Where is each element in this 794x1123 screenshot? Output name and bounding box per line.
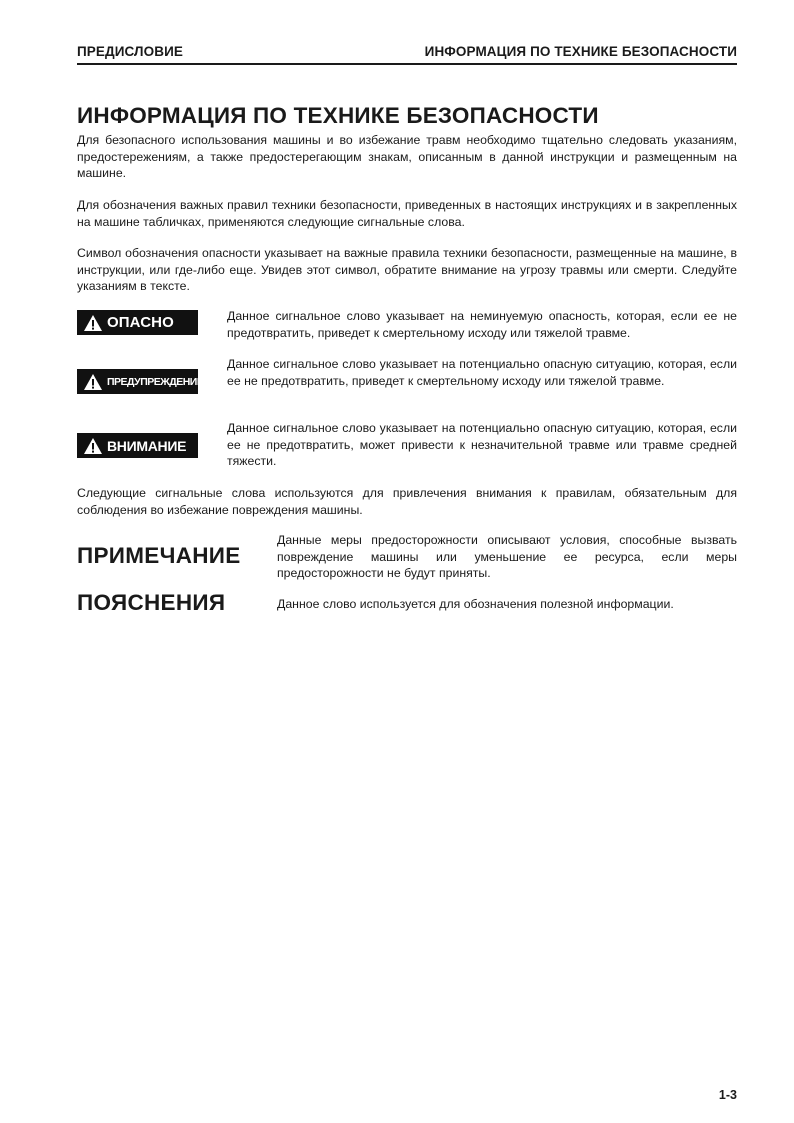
page-number: 1-3: [718, 1088, 737, 1102]
signal-words-paragraph: Для обозначения важных правил техники безопасности, приведенных в настоящих инструкциях и в закрепленных на машине табличках, применяются следующие сигнальные слова.: [77, 198, 737, 229]
warning-triangle-icon: [83, 437, 103, 455]
notice-heading: ПРИМЕЧАНИЕ: [77, 543, 241, 568]
page-header-section: ПРЕДИСЛОВИЕ: [77, 44, 183, 59]
warning-badge-label: ПРЕДУПРЕЖДЕНИЕ: [107, 375, 204, 388]
warning-triangle-icon: [83, 314, 103, 332]
page-title: ИНФОРМАЦИЯ ПО ТЕХНИКЕ БЕЗОПАСНОСТИ: [77, 103, 599, 128]
caution-badge-label: ВНИМАНИЕ: [107, 437, 187, 454]
hazard-symbol-paragraph: Символ обозначения опасности указывает на важные правила техники безопасности, размещенные на машине, в инструкции, или где-либо еще. Увидев этот символ, обратите внимание на угрозу травмы или смерти. Следуйте указаниям в тексте.: [77, 246, 737, 293]
caution-description: Данное сигнальное слово указывает на потенциально опасную ситуацию, которая, если ее не предотвратить, может привести к незначительной травме или травме средней тяжести.: [227, 421, 737, 468]
danger-badge: [77, 310, 198, 335]
danger-description: Данное сигнальное слово указывает на неминуемую опасность, которая, если ее не предотвратить, приведет к смертельному исходу или тяжелой травме.: [227, 309, 737, 340]
caution-badge: [77, 433, 198, 458]
intro-paragraph: Для безопасного использования машины и во избежание травм необходимо тщательно следовать указаниям, предостережениям, а также предостерегающим знакам, описанным в данной инструкции и размещенным на машине.: [77, 133, 737, 180]
notice-description: Данные меры предосторожности описывают условия, способные вызвать повреждение машины или уменьшение ее ресурса, если меры предосторожности не будут приняты.: [277, 533, 737, 580]
machine-damage-paragraph: Следующие сигнальные слова используются для привлечения внимания к правилам, обязательным для соблюдения во избежание повреждения машины.: [77, 486, 737, 517]
page-header-chapter: ИНФОРМАЦИЯ ПО ТЕХНИКЕ БЕЗОПАСНОСТИ: [424, 44, 737, 59]
remarks-heading: ПОЯСНЕНИЯ: [77, 590, 226, 615]
warning-description: Данное сигнальное слово указывает на потенциально опасную ситуацию, которая, если ее не предотвратить, приведет к смертельному исходу или тяжелой травме.: [227, 357, 737, 388]
warning-triangle-icon: [83, 373, 103, 391]
remarks-description: Данное слово используется для обозначения полезной информации.: [277, 597, 674, 611]
danger-badge-label: ОПАСНО: [107, 314, 174, 331]
warning-badge: [77, 369, 204, 394]
header-divider: [77, 63, 737, 65]
